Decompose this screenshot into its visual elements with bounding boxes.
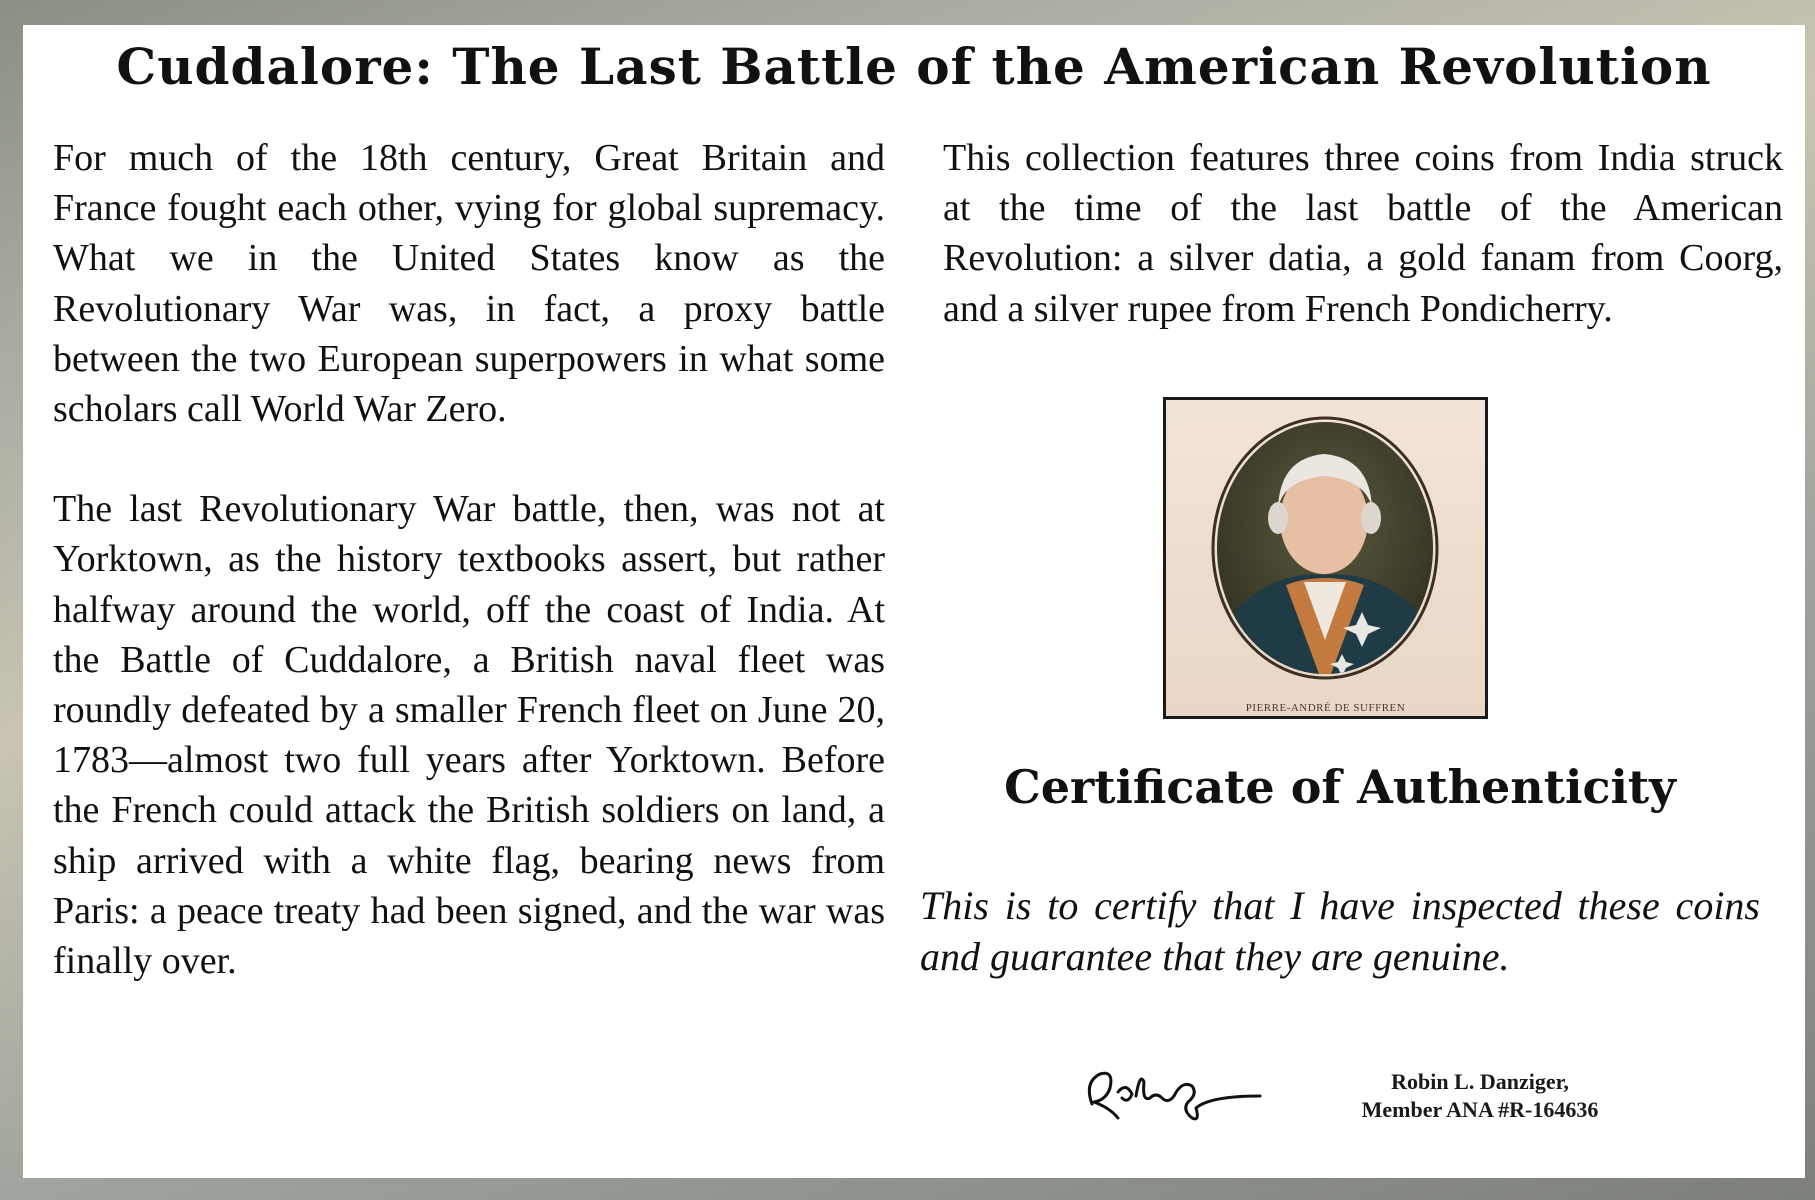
history-paragraph-1: For much of the 18th century, Great Britain and France fought each other, vying for global supremacy. What we in the United States know as the Revolutionary War was, in fact, a proxy battle between the two European superpowers in what some scholars call World War Zero.	[53, 137, 885, 431]
signer-name: Robin L. Danziger,	[1391, 1069, 1569, 1094]
signer-block	[1330, 1068, 1630, 1124]
collection-description: This collection features three coins from India struck at the time of the last battle of the American Revolution: a silver datia, a gold fanam from Coorg, and a silver rupee from French Pondicherry.	[943, 137, 1783, 330]
page-title: Cuddalore: The Last Battle of the American Revolution	[116, 37, 1712, 96]
history-column	[53, 133, 885, 986]
portrait-caption: PIERRE-ANDRÉ DE SUFFREN	[1245, 702, 1406, 714]
signer-membership: Member ANA #R-164636	[1361, 1097, 1599, 1122]
history-paragraph-2: The last Revolutionary War battle, then, was not at Yorktown, as the history textbooks assert, but rather halfway around the world, off the coast of India. At the Battle of Cuddalore, a British naval fleet was roundly defeated by a smaller French fleet on June 20, 1783—almost two full years after Yorktown. Before the French could attack the British soldiers on land, a ship arrived with a white flag, bearing news from Paris: a peace treaty had been signed, and the war was finally over.	[53, 488, 885, 983]
certification-statement: This is to certify that I have inspected these coins and guarantee that they are genuine.	[920, 883, 1760, 979]
portrait-image	[1163, 397, 1488, 719]
portrait-illustration	[1166, 400, 1485, 716]
collection-column	[943, 133, 1783, 334]
certificate-heading: Certificate of Authenticity	[1004, 760, 1676, 814]
signature	[1070, 1052, 1290, 1132]
certificate-card	[23, 25, 1805, 1178]
